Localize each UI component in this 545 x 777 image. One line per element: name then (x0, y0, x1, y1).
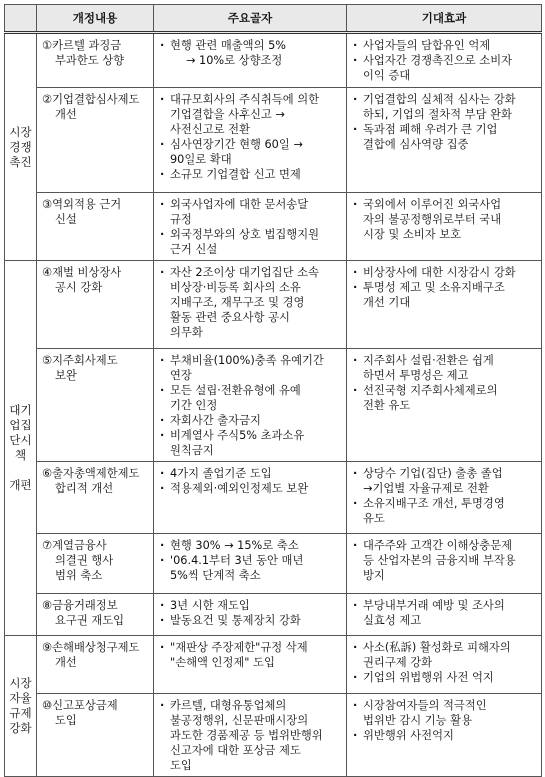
expected-effect-bullet (351, 280, 537, 310)
main-point-bullet (158, 613, 342, 628)
revision-item-line: 범위 축소 (55, 569, 103, 582)
revision-item-line: 공시 강화 (55, 281, 103, 294)
bullet-text-line: · 비계열사 주식5% 초과소유 (170, 429, 305, 442)
main-points-cell (154, 694, 347, 777)
bullet-text-line: 방지 (363, 569, 385, 582)
revision-item-line: ⑦계열금융사 (42, 539, 107, 552)
bullet-text-line: · '06.4.1부터 3년 동안 매년 (170, 554, 304, 567)
bullet-text-line: "손해액 인정제" 도입 (170, 656, 275, 669)
bullet-text-line: · 부채비율(100%)충족 유예기간 (170, 354, 324, 367)
bullet-text-line: 신고자에 대한 포상금 제도 (170, 744, 301, 757)
main-point-bullet (158, 92, 342, 137)
expected-effects-cell (347, 261, 542, 349)
revision-item-cell (37, 193, 154, 261)
bullet-text-line: · 지주회사 설립·전환은 쉽게 (363, 354, 494, 367)
bullet-text-line: · 기업결합의 실체적 심사는 강화 (363, 93, 516, 106)
main-points-cell (154, 534, 347, 594)
expected-effect-bullet (351, 265, 537, 280)
bullet-text-line: 불공정행위, 신문판매시장의 (170, 714, 309, 727)
bullet-text-line: · 4가지 졸업기준 도입 (170, 467, 272, 480)
revision-item-line: 신설 (55, 213, 77, 226)
category-label-line: 촉진 (9, 154, 32, 169)
expected-effect-bullet (351, 728, 537, 743)
bullet-text-line: 과도한 경품제공 등 법위반행위 (170, 729, 323, 742)
category-label-line (6, 463, 35, 478)
bullet-text-line: 하면서 투명성은 제고 (363, 369, 469, 382)
bullet-text-line: 개선 기대 (363, 296, 411, 309)
main-points-cell (154, 462, 347, 534)
expected-effects-cell (347, 694, 542, 777)
main-points-cell (154, 349, 347, 462)
main-point-bullet (158, 137, 342, 167)
bullet-text-line: · 선진국형 지주회사체제로의 (363, 384, 498, 397)
main-points-cell (154, 88, 347, 193)
bullet-text-line: 근거 신설 (170, 243, 218, 256)
expected-effect-bullet (351, 466, 537, 496)
expected-effect-bullet (351, 383, 537, 413)
revision-item-line: ⑩신고포상금제 (42, 699, 118, 712)
bullet-text-line: 권리구제 강화 (363, 656, 433, 669)
bullet-text-line: · 모든 설립·전환유형에 유예 (170, 384, 301, 397)
bullet-text-line: · 사업자간 경쟁촉진으로 소비자 (363, 54, 513, 67)
revision-item-cell (37, 594, 154, 636)
table-row (5, 462, 542, 534)
bullet-text-line: · 3년 시한 재도입 (170, 599, 250, 612)
bullet-text-line: · 독과점 폐해 우려가 큰 기업 (363, 123, 498, 136)
expected-effect-bullet (351, 122, 537, 152)
main-point-bullet (158, 481, 342, 496)
revision-item-line: ⑨손해배상청구제도 (42, 641, 140, 654)
expected-effects-cell (347, 193, 542, 261)
revision-item-line: 의결권 행사 (55, 554, 114, 567)
main-point-bullet (158, 466, 342, 481)
bullet-text-line: · 비상장사에 대한 시장감시 강화 (363, 266, 516, 279)
bullet-text-line: · 현행 관련 매출액의 5% (170, 39, 286, 52)
bullet-text-line: · 외국정부와의 상호 법집행지원 (170, 228, 320, 241)
category-label-line: 시장 (9, 676, 32, 690)
bullet-text-line: 사전신고로 전환 (170, 123, 250, 136)
revision-item-cell (37, 534, 154, 594)
category-label-line: 시장 (9, 124, 32, 139)
revision-item-cell (37, 636, 154, 694)
main-point-bullet (158, 413, 342, 428)
bullet-text-line: · 자회사간 출자금지 (170, 414, 261, 427)
bullet-text-line: · 부당내부거래 예방 및 조사의 (363, 599, 505, 612)
expected-effects-cell (347, 636, 542, 694)
bullet-text-line: →기업별 자율규제로 전환 (363, 482, 489, 495)
main-points-cell (154, 33, 347, 88)
bullet-text-line: 실효성 제고 (363, 614, 422, 627)
bullet-text-line: 결합에 심사역량 집중 (363, 138, 469, 151)
table-row (5, 694, 542, 777)
expected-effect-bullet (351, 598, 537, 628)
expected-effect-bullet (351, 353, 537, 383)
revision-item-line: ③역외적용 근거 (42, 198, 122, 211)
reform-summary-table (4, 4, 542, 777)
category-label-line: 강화 (9, 721, 32, 735)
bullet-text-line: · "재판상 주장제한"규정 삭제 (170, 641, 308, 654)
expected-effect-bullet (351, 53, 537, 83)
bullet-text-line: 규정 (170, 213, 192, 226)
main-point-bullet (158, 698, 342, 773)
bullet-text-line: 의무화 (170, 326, 203, 339)
bullet-text-line: · 자산 2조이상 대기업집단 소속 (170, 266, 319, 279)
bullet-text-line: 활동 관련 중요사항 공시 (170, 311, 290, 324)
main-points-cell (154, 193, 347, 261)
bullet-text-line: 90일로 확대 (170, 153, 232, 166)
main-point-bullet (158, 265, 342, 340)
revision-item-line: 요구권 재도입 (55, 614, 125, 627)
main-point-bullet (158, 38, 342, 68)
bullet-text-line: 5%씩 단계적 축소 (170, 569, 261, 582)
revision-item-line: 도입 (55, 714, 77, 727)
expected-effect-bullet (351, 38, 537, 53)
bullet-text-line: · 심사연장기간 현행 60일 → (170, 138, 303, 151)
bullet-text-line: 지배구조, 재무구조 및 경영 (170, 296, 305, 309)
main-point-bullet (158, 227, 342, 257)
revision-item-line: 부과한도 상향 (55, 54, 125, 67)
bullet-text-line: · 대규모회사의 주식취득에 의한 (170, 93, 320, 106)
bullet-text-line: 전환 유도 (363, 399, 411, 412)
table-row (5, 261, 542, 349)
main-point-bullet (158, 167, 342, 182)
bullet-text-line: · 대주주와 고객간 이해상충문제 (363, 539, 513, 552)
bullet-text-line: 하되, 기업의 절차적 부담 완화 (363, 108, 512, 121)
table-header-row (5, 5, 542, 33)
revision-item-line: ①카르텔 과징금 (42, 39, 122, 52)
revision-item-line: 개선 (55, 108, 77, 121)
expected-effect-bullet (351, 538, 537, 583)
bullet-text-line: 이익 증대 (363, 69, 411, 82)
bullet-text-line: · 사업자들의 담합유인 억제 (363, 39, 491, 52)
header-category (5, 5, 37, 33)
bullet-text-line: 시장 및 소비자 보호 (363, 228, 462, 241)
expected-effects-cell (347, 33, 542, 88)
revision-item-cell (37, 349, 154, 462)
bullet-text-line: · 소규모 기업결합 신고 면제 (170, 168, 301, 181)
revision-item-line: ④재벌 비상장사 (42, 266, 122, 279)
bullet-text-line: 자의 불공정행위로부터 국내 (363, 213, 502, 226)
header-main-points: 주요골자 (154, 5, 347, 33)
expected-effect-bullet (351, 698, 537, 728)
category-label-line: 대기 (9, 403, 32, 417)
revision-item-cell (37, 694, 154, 777)
revision-item-cell (37, 261, 154, 349)
bullet-text-line: · 사소(私訴) 활성화로 피해자의 (363, 641, 511, 654)
bullet-text-line: · 투명성 제고 및 소유지배구조 (363, 281, 505, 294)
revision-item-line: ⑥출자총액제한제도 (42, 467, 140, 480)
bullet-text-line: · 현행 30% → 15%로 축소 (170, 539, 299, 552)
bullet-text-line: 등 산업자본의 금융지배 부작용 (363, 554, 516, 567)
main-point-bullet (158, 383, 342, 413)
expected-effects-cell (347, 534, 542, 594)
revision-item-line: 합리적 개선 (55, 482, 114, 495)
revision-item-line: 개선 (55, 656, 77, 669)
main-points-cell (154, 261, 347, 349)
table-row (5, 636, 542, 694)
category-label-line: 경쟁 (9, 139, 32, 154)
bullet-text-line: 도입 (170, 759, 192, 772)
table-row (5, 349, 542, 462)
expected-effects-cell (347, 349, 542, 462)
revision-item-line: ②기업결합심사제도 (42, 93, 140, 106)
category-cell (5, 636, 37, 777)
main-points-cell (154, 636, 347, 694)
table-row (5, 33, 542, 88)
header-expected-effects: 기대효과 (347, 5, 542, 33)
expected-effects-cell (347, 462, 542, 534)
header-revision-content: 개정내용 (37, 5, 154, 33)
bullet-text-line: · 국외에서 이루어진 외국사업 (363, 198, 502, 211)
bullet-text-line: · 상당수 기업(집단) 출총 졸업 (363, 467, 503, 480)
bullet-text-line: → 10%로 상향조정 (186, 54, 283, 67)
main-point-bullet (158, 197, 342, 227)
bullet-text-line: · 기업의 위법행위 사전 억지 (363, 671, 494, 684)
expected-effect-bullet (351, 496, 537, 526)
category-cell (5, 261, 37, 636)
revision-item-line: ⑤지주회사제도 (42, 354, 118, 367)
revision-item-line: 보완 (55, 369, 77, 382)
category-label-line: 자율 (9, 691, 32, 705)
bullet-text-line: · 위반행위 사전억지 (363, 729, 454, 742)
expected-effects-cell (347, 594, 542, 636)
main-points-cell (154, 594, 347, 636)
bullet-text-line: · 카르텔, 대형유통업체의 (170, 699, 287, 712)
category-label-line: 업집 (9, 418, 32, 432)
table-row (5, 193, 542, 261)
revision-item-line: ⑧금융거래정보 (42, 599, 118, 612)
revision-item-cell (37, 33, 154, 88)
bullet-text-line: 비상장·비등록 회사의 소유 (170, 281, 301, 294)
expected-effects-cell (347, 88, 542, 193)
revision-item-cell (37, 88, 154, 193)
main-point-bullet (158, 428, 342, 458)
bullet-text-line: 유도 (363, 512, 385, 525)
revision-item-cell (37, 462, 154, 534)
table-row (5, 594, 542, 636)
bullet-text-line: 기업결합을 사후신고 → (170, 108, 285, 121)
bullet-text-line: · 소유지배구조 개선, 투명경영 (363, 497, 505, 510)
table-row (5, 534, 542, 594)
category-label-line: 단시 (9, 433, 32, 447)
bullet-text-line: 기간 인정 (170, 399, 218, 412)
category-label-line: 규제 (9, 706, 32, 720)
bullet-text-line: · 외국사업자에 대한 문서송달 (170, 198, 309, 211)
expected-effect-bullet (351, 670, 537, 685)
expected-effect-bullet (351, 92, 537, 122)
expected-effect-bullet (351, 197, 537, 242)
bullet-text-line: 연장 (170, 369, 192, 382)
category-label-line: 개편 (9, 478, 32, 492)
main-point-bullet (158, 598, 342, 613)
main-point-bullet (158, 640, 342, 670)
expected-effect-bullet (351, 640, 537, 670)
table-row (5, 88, 542, 193)
main-point-bullet (158, 353, 342, 383)
bullet-text-line: 원칙금지 (170, 444, 214, 457)
bullet-text-line: 법위반 감시 기능 활용 (363, 714, 472, 727)
table-body (5, 33, 542, 777)
bullet-text-line: · 적용제외·예외인정제도 보완 (170, 482, 309, 495)
category-cell (5, 33, 37, 261)
category-label-line: 책 (14, 448, 27, 462)
main-point-bullet (158, 553, 342, 583)
bullet-text-line: · 시장참여자들의 적극적인 (363, 699, 487, 712)
bullet-text-line: · 발동요건 및 통제장치 강화 (170, 614, 301, 627)
main-point-bullet (158, 538, 342, 553)
